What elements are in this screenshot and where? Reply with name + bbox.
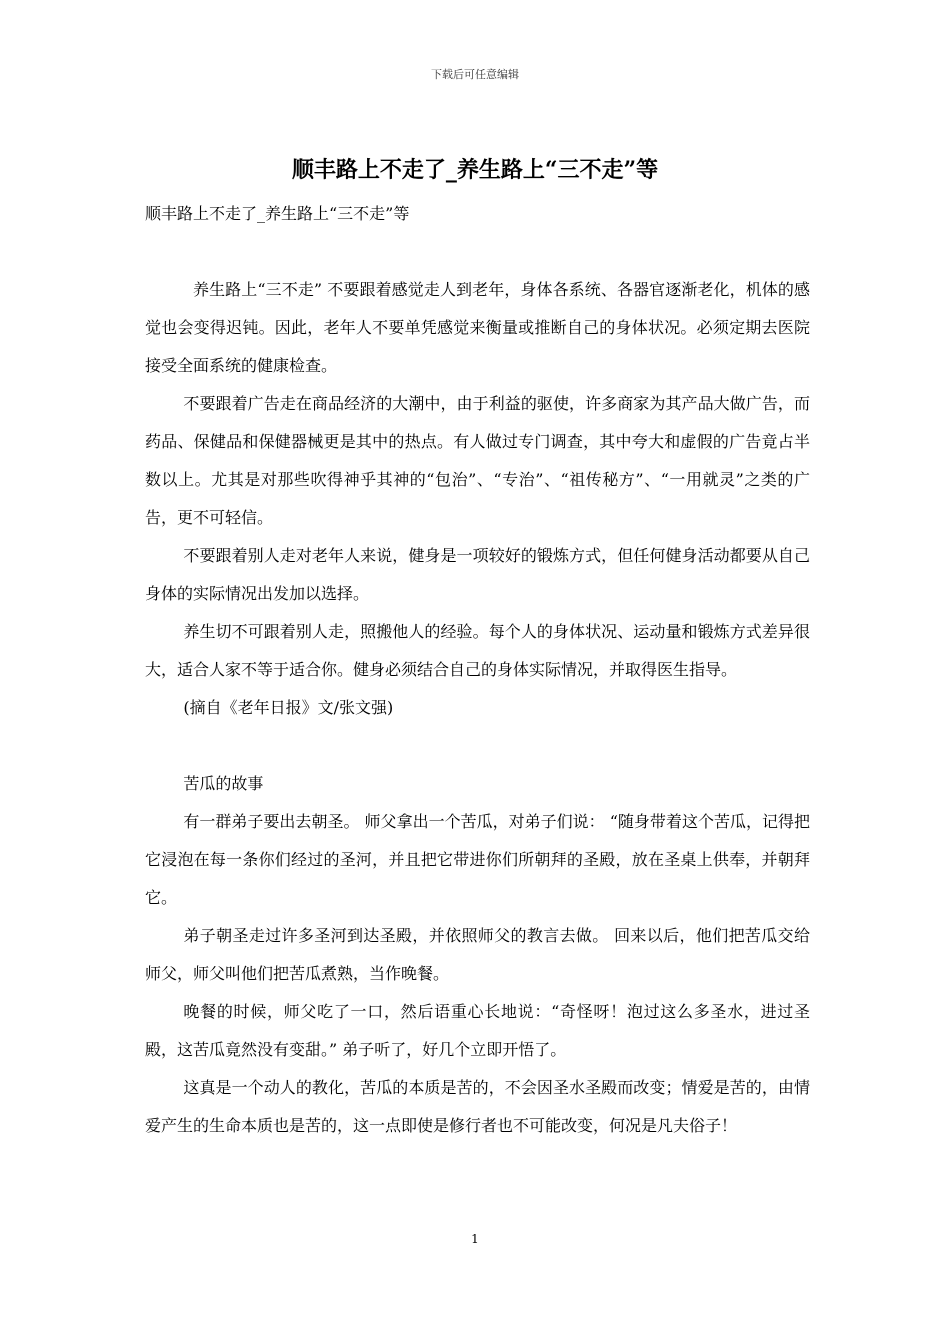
document-subtitle: 顺丰路上不走了_养生路上“三不走”等 (145, 204, 410, 223)
header-note: 下载后可任意编辑 (431, 68, 519, 81)
paragraph: 这真是一个动人的教化，苦瓜的本质是苦的，不会因圣水圣殿而改变；情爱是苦的，由情爱产生的生命本质也是苦的，这一点即使是修行者也不可能改变，何况是凡夫俗子！ (145, 1078, 810, 1135)
section-spacer (145, 727, 810, 765)
document-title: 顺丰路上不走了_养生路上“三不走”等 (291, 157, 659, 183)
paragraph: 养生路上“三不走” 不要跟着感觉走人到老年，身体各系统、各器官逐渐老化，机体的感觉也会变得迟钝。因此，老年人不要单凭感觉来衡量或推断自己的身体状况。必须定期去医院接受全面系统的健康检查。 (145, 280, 810, 375)
section-heading: 苦瓜的故事 (183, 774, 264, 793)
paragraph: 养生切不可跟着别人走，照搬他人的经验。每个人的身体状况、运动量和锻炼方式差异很大，适合人家不等于适合你。健身必须结合自己的身体实际情况，并取得医生指导。 (145, 622, 810, 679)
paragraph: 有一群弟子要出去朝圣。 师父拿出一个苦瓜，对弟子们说： “随身带着这个苦瓜，记得把它浸泡在每一条你们经过的圣河，并且把它带进你们所朝拜的圣殿，放在圣桌上供奉，并朝拜它。 (145, 812, 810, 907)
citation: (摘自《老年日报》文/张文强) (183, 698, 394, 717)
document-body (145, 271, 810, 1145)
paragraph: 不要跟着别人走对老年人来说，健身是一项较好的锻炼方式，但任何健身活动都要从自己身体的实际情况出发加以选择。 (145, 546, 810, 603)
paragraph: 晚餐的时候，师父吃了一口，然后语重心长地说：“奇怪呀！泡过这么多圣水，进过圣殿，这苦瓜竟然没有变甜。” 弟子听了，好几个立即开悟了。 (145, 1002, 810, 1059)
page-number: 1 (471, 1232, 479, 1246)
paragraph: 不要跟着广告走在商品经济的大潮中，由于利益的驱使，许多商家为其产品大做广告，而药品、保健品和保健器械更是其中的热点。有人做过专门调查，其中夸大和虚假的广告竟占半数以上。尤其是对那些吹得神乎其神的“包治”、“专治”、“祖传秘方”、“一用就灵”之类的广告，更不可轻信。 (145, 394, 810, 527)
paragraph: 弟子朝圣走过许多圣河到达圣殿，并依照师父的教言去做。 回来以后，他们把苦瓜交给师父，师父叫他们把苦瓜煮熟，当作晚餐。 (145, 926, 810, 983)
